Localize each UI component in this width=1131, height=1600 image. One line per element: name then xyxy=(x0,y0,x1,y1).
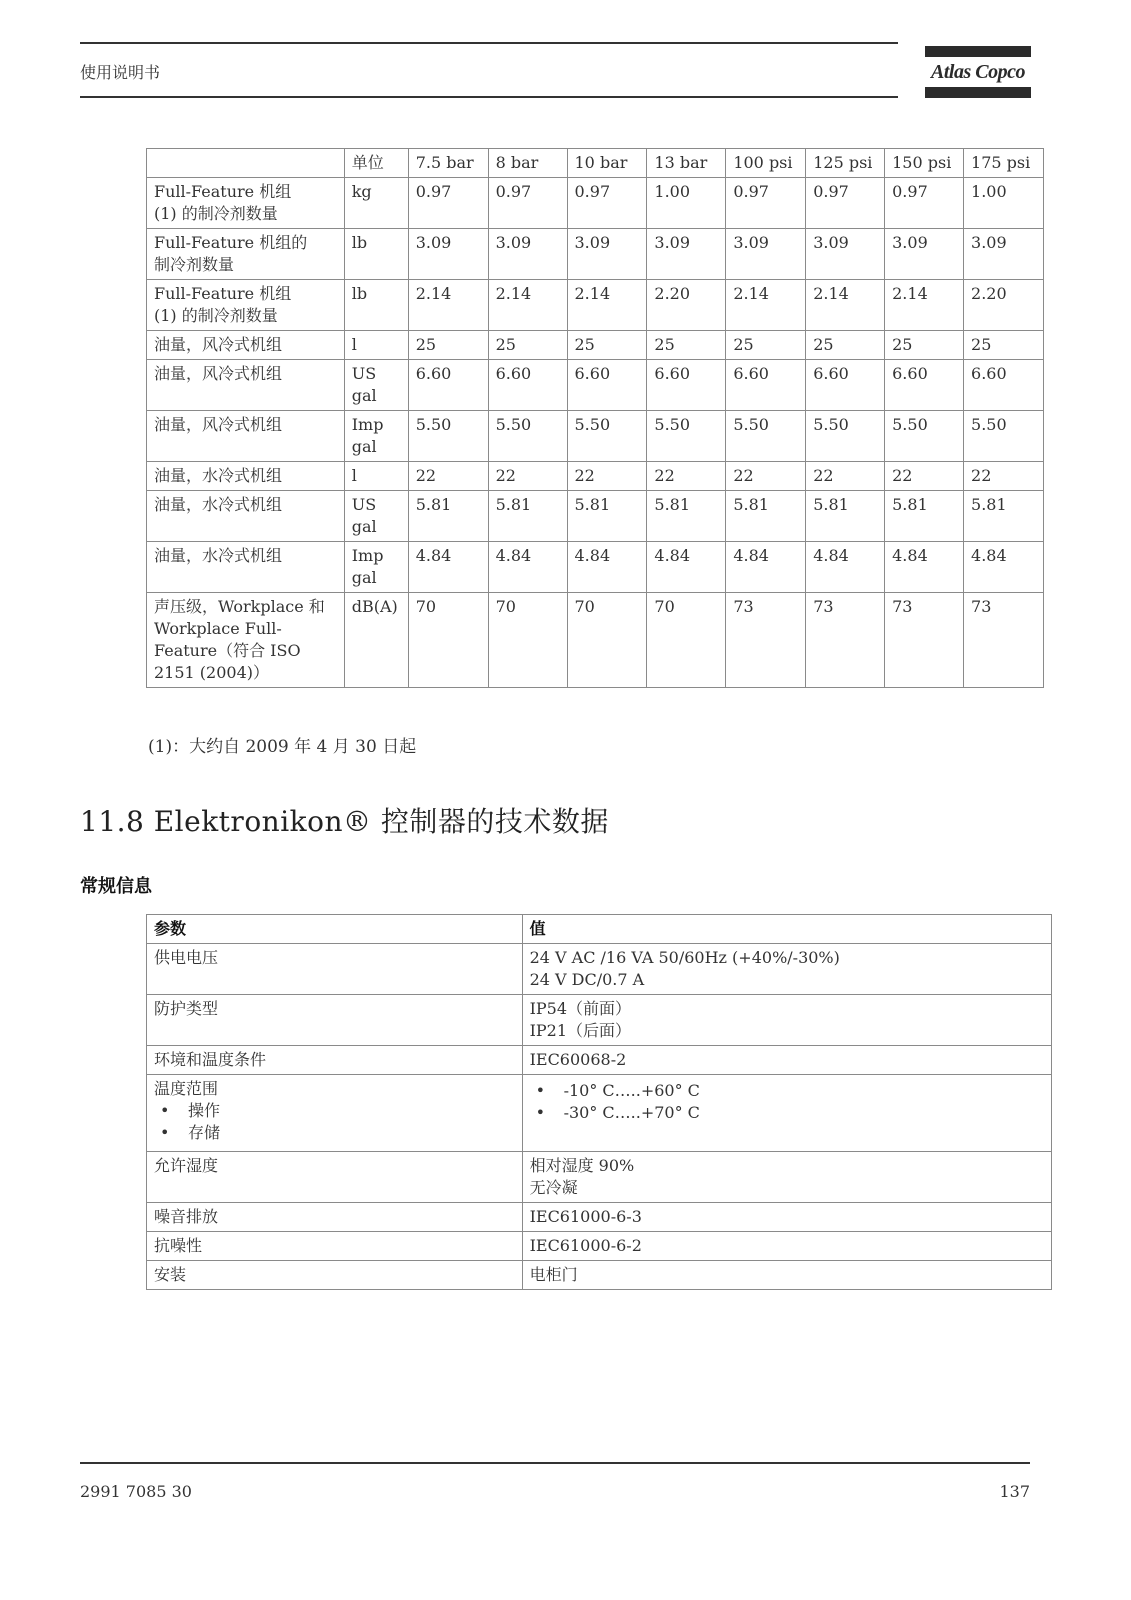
spec-column-header: 8 bar xyxy=(488,149,567,178)
temperature-values xyxy=(522,1075,1051,1152)
spec-row xyxy=(147,593,1044,688)
spec-value-cell: 3.09 xyxy=(964,229,1044,280)
footnote: (1)：大约自 2009 年 4 月 30 日起 xyxy=(148,737,417,757)
spec-value-cell: 5.81 xyxy=(964,491,1044,542)
spec-column-header xyxy=(147,149,345,178)
spec-column-header: 10 bar xyxy=(567,149,647,178)
header-top-rule xyxy=(80,42,898,44)
document-number: 2991 7085 30 xyxy=(80,1482,192,1501)
spec-value-cell: 70 xyxy=(647,593,726,688)
spec-value-cell: 0.97 xyxy=(408,178,488,229)
spec-value-cell: 73 xyxy=(964,593,1044,688)
logo-wordmark: Atlas Copco xyxy=(931,61,1025,83)
spec-value-cell: 6.60 xyxy=(964,360,1044,411)
spec-value-cell: 3.09 xyxy=(726,229,806,280)
spec-value-cell: 5.50 xyxy=(647,411,726,462)
spec-value-cell: 5.81 xyxy=(647,491,726,542)
spec-row-label: 油量，风冷式机组 xyxy=(147,411,345,462)
mounting-param: 安装 xyxy=(147,1261,523,1290)
supply-voltage-value xyxy=(522,944,1051,995)
temperature-row xyxy=(147,1075,1052,1152)
temperature-param xyxy=(147,1075,523,1152)
spec-value-cell: 4.84 xyxy=(726,542,806,593)
general-table-header-row xyxy=(147,915,1052,944)
spec-value-cell: 4.84 xyxy=(806,542,885,593)
temperature-value-list xyxy=(530,1080,1045,1124)
spec-value-cell: 3.09 xyxy=(408,229,488,280)
spec-value-cell: 6.60 xyxy=(806,360,885,411)
mounting-row xyxy=(147,1261,1052,1290)
spec-value-cell: 22 xyxy=(726,462,806,491)
spec-value-cell: 70 xyxy=(567,593,647,688)
noise-emission-value: IEC61000-6-3 xyxy=(522,1203,1051,1232)
spec-value-cell: 22 xyxy=(964,462,1044,491)
noise-immunity-value: IEC61000-6-2 xyxy=(522,1232,1051,1261)
spec-row-label: Full-Feature 机组 (1) 的制冷剂数量 xyxy=(147,280,345,331)
spec-column-header: 100 psi xyxy=(726,149,806,178)
spec-value-cell: 5.50 xyxy=(567,411,647,462)
spec-row-unit: kg xyxy=(344,178,408,229)
spec-value-cell: 6.60 xyxy=(726,360,806,411)
spec-value-cell: 3.09 xyxy=(567,229,647,280)
spec-value-cell: 25 xyxy=(488,331,567,360)
spec-value-cell: 4.84 xyxy=(488,542,567,593)
supply-voltage-ac: 24 V AC /16 VA 50/60Hz (+40%/-30%) xyxy=(529,948,840,967)
humidity-relative: 相对湿度 90% xyxy=(529,1156,635,1175)
spec-value-cell: 2.14 xyxy=(726,280,806,331)
spec-row xyxy=(147,360,1044,411)
logo-top-bar xyxy=(925,46,1031,57)
atlas-copco-logo xyxy=(925,46,1031,98)
spec-row-label: 声压级，Workplace 和 Workplace Full- Feature（符合 ISO 2151 (2004)） xyxy=(147,593,345,688)
spec-row-unit: lb xyxy=(344,280,408,331)
spec-value-cell: 5.81 xyxy=(567,491,647,542)
spec-value-cell: 2.14 xyxy=(806,280,885,331)
spec-row-unit: lb xyxy=(344,229,408,280)
noise-emission-row xyxy=(147,1203,1052,1232)
temperature-item-storage: • 存储 xyxy=(154,1122,516,1144)
spec-value-cell: 2.20 xyxy=(647,280,726,331)
environment-param: 环境和温度条件 xyxy=(147,1046,523,1075)
param-header: 参数 xyxy=(147,915,523,944)
spec-value-cell: 70 xyxy=(408,593,488,688)
section-title: 11.8 Elektronikon® 控制器的技术数据 xyxy=(80,805,609,838)
spec-value-cell: 3.09 xyxy=(885,229,964,280)
spec-row-unit: l xyxy=(344,331,408,360)
temperature-label: 温度范围 xyxy=(154,1079,219,1098)
spec-value-cell: 22 xyxy=(567,462,647,491)
spec-row xyxy=(147,331,1044,360)
spec-row-unit: Imp gal xyxy=(344,411,408,462)
spec-value-cell: 5.50 xyxy=(806,411,885,462)
spec-row-unit: Imp gal xyxy=(344,542,408,593)
spec-row-unit: dB(A) xyxy=(344,593,408,688)
spec-value-cell: 22 xyxy=(408,462,488,491)
protection-param: 防护类型 xyxy=(147,995,523,1046)
spec-value-cell: 5.81 xyxy=(885,491,964,542)
spec-value-cell: 0.97 xyxy=(806,178,885,229)
protection-row xyxy=(147,995,1052,1046)
noise-immunity-row xyxy=(147,1232,1052,1261)
spec-value-cell: 5.50 xyxy=(408,411,488,462)
supply-voltage-param: 供电电压 xyxy=(147,944,523,995)
environment-row xyxy=(147,1046,1052,1075)
document-title: 使用说明书 xyxy=(80,63,161,82)
spec-value-cell: 4.84 xyxy=(647,542,726,593)
spec-value-cell: 4.84 xyxy=(885,542,964,593)
spec-row xyxy=(147,280,1044,331)
page-number: 137 xyxy=(999,1482,1030,1501)
spec-row-unit: l xyxy=(344,462,408,491)
spec-row xyxy=(147,411,1044,462)
spec-value-cell: 25 xyxy=(806,331,885,360)
spec-row-unit: US gal xyxy=(344,360,408,411)
spec-value-cell: 4.84 xyxy=(408,542,488,593)
spec-value-cell: 6.60 xyxy=(488,360,567,411)
spec-row xyxy=(147,229,1044,280)
spec-value-cell: 1.00 xyxy=(647,178,726,229)
supply-voltage-dc: 24 V DC/0.7 A xyxy=(529,970,645,989)
protection-back: IP21（后面） xyxy=(529,1021,632,1040)
spec-value-cell: 22 xyxy=(488,462,567,491)
temperature-items xyxy=(154,1100,516,1144)
protection-front: IP54（前面） xyxy=(529,999,632,1018)
spec-value-cell: 25 xyxy=(647,331,726,360)
spec-row-label: Full-Feature 机组 (1) 的制冷剂数量 xyxy=(147,178,345,229)
spec-value-cell: 2.14 xyxy=(567,280,647,331)
spec-column-header: 单位 xyxy=(344,149,408,178)
spec-column-header: 13 bar xyxy=(647,149,726,178)
spec-value-cell: 5.50 xyxy=(726,411,806,462)
spec-value-cell: 4.84 xyxy=(964,542,1044,593)
spec-value-cell: 0.97 xyxy=(885,178,964,229)
spec-column-header: 150 psi xyxy=(885,149,964,178)
spec-row xyxy=(147,178,1044,229)
spec-value-cell: 5.50 xyxy=(964,411,1044,462)
spec-value-cell: 0.97 xyxy=(726,178,806,229)
spec-value-cell: 25 xyxy=(408,331,488,360)
logo-bottom-bar xyxy=(925,87,1031,98)
noise-immunity-param: 抗噪性 xyxy=(147,1232,523,1261)
noise-emission-param: 噪音排放 xyxy=(147,1203,523,1232)
spec-value-cell: 3.09 xyxy=(488,229,567,280)
spec-value-cell: 5.81 xyxy=(488,491,567,542)
spec-value-cell: 25 xyxy=(567,331,647,360)
section-subtitle: 常规信息 xyxy=(80,876,152,897)
spec-value-cell: 0.97 xyxy=(567,178,647,229)
spec-row xyxy=(147,462,1044,491)
spec-value-cell: 25 xyxy=(726,331,806,360)
spec-value-cell: 2.14 xyxy=(408,280,488,331)
value-header: 值 xyxy=(522,915,1051,944)
spec-value-cell: 5.50 xyxy=(885,411,964,462)
header-bottom-rule xyxy=(80,96,898,98)
protection-value xyxy=(522,995,1051,1046)
temperature-value-operation: • -10° C…..+60° C xyxy=(530,1080,1045,1102)
spec-row xyxy=(147,542,1044,593)
general-info-table xyxy=(146,914,1052,1290)
spec-value-cell: 5.81 xyxy=(408,491,488,542)
footer-rule xyxy=(80,1462,1030,1464)
spec-table-header-row xyxy=(147,149,1044,178)
spec-value-cell: 22 xyxy=(647,462,726,491)
spec-value-cell: 22 xyxy=(885,462,964,491)
spec-column-header: 175 psi xyxy=(964,149,1044,178)
spec-value-cell: 6.60 xyxy=(647,360,726,411)
spec-row-label: 油量，水冷式机组 xyxy=(147,491,345,542)
spec-row-unit: US gal xyxy=(344,491,408,542)
humidity-value xyxy=(522,1152,1051,1203)
supply-voltage-row xyxy=(147,944,1052,995)
spec-value-cell: 1.00 xyxy=(964,178,1044,229)
humidity-condensation: 无冷凝 xyxy=(529,1178,578,1197)
spec-value-cell: 73 xyxy=(806,593,885,688)
temperature-item-operation: • 操作 xyxy=(154,1100,516,1122)
humidity-param: 允许湿度 xyxy=(147,1152,523,1203)
spec-value-cell: 25 xyxy=(964,331,1044,360)
humidity-row xyxy=(147,1152,1052,1203)
spec-value-cell: 6.60 xyxy=(885,360,964,411)
spec-row-label: Full-Feature 机组的 制冷剂数量 xyxy=(147,229,345,280)
spec-row-label: 油量，水冷式机组 xyxy=(147,542,345,593)
spec-value-cell: 2.14 xyxy=(885,280,964,331)
spec-value-cell: 2.14 xyxy=(488,280,567,331)
temperature-value-storage: • -30° C…..+70° C xyxy=(530,1102,1045,1124)
spec-row-label: 油量，水冷式机组 xyxy=(147,462,345,491)
spec-value-cell: 0.97 xyxy=(488,178,567,229)
environment-value: IEC60068-2 xyxy=(522,1046,1051,1075)
spec-value-cell: 70 xyxy=(488,593,567,688)
spec-value-cell: 73 xyxy=(885,593,964,688)
spec-value-cell: 2.20 xyxy=(964,280,1044,331)
spec-row xyxy=(147,491,1044,542)
spec-row-label: 油量，风冷式机组 xyxy=(147,331,345,360)
spec-value-cell: 5.81 xyxy=(806,491,885,542)
spec-value-cell: 6.60 xyxy=(408,360,488,411)
spec-value-cell: 5.81 xyxy=(726,491,806,542)
mounting-value: 电柜门 xyxy=(522,1261,1051,1290)
spec-value-cell: 3.09 xyxy=(647,229,726,280)
spec-column-header: 125 psi xyxy=(806,149,885,178)
spec-value-cell: 4.84 xyxy=(567,542,647,593)
spec-value-cell: 73 xyxy=(726,593,806,688)
spec-value-cell: 3.09 xyxy=(806,229,885,280)
spec-column-header: 7.5 bar xyxy=(408,149,488,178)
refrigerant-oil-spec-table xyxy=(146,148,1044,688)
spec-row-label: 油量，风冷式机组 xyxy=(147,360,345,411)
spec-value-cell: 6.60 xyxy=(567,360,647,411)
spec-value-cell: 22 xyxy=(806,462,885,491)
spec-value-cell: 5.50 xyxy=(488,411,567,462)
spec-value-cell: 25 xyxy=(885,331,964,360)
